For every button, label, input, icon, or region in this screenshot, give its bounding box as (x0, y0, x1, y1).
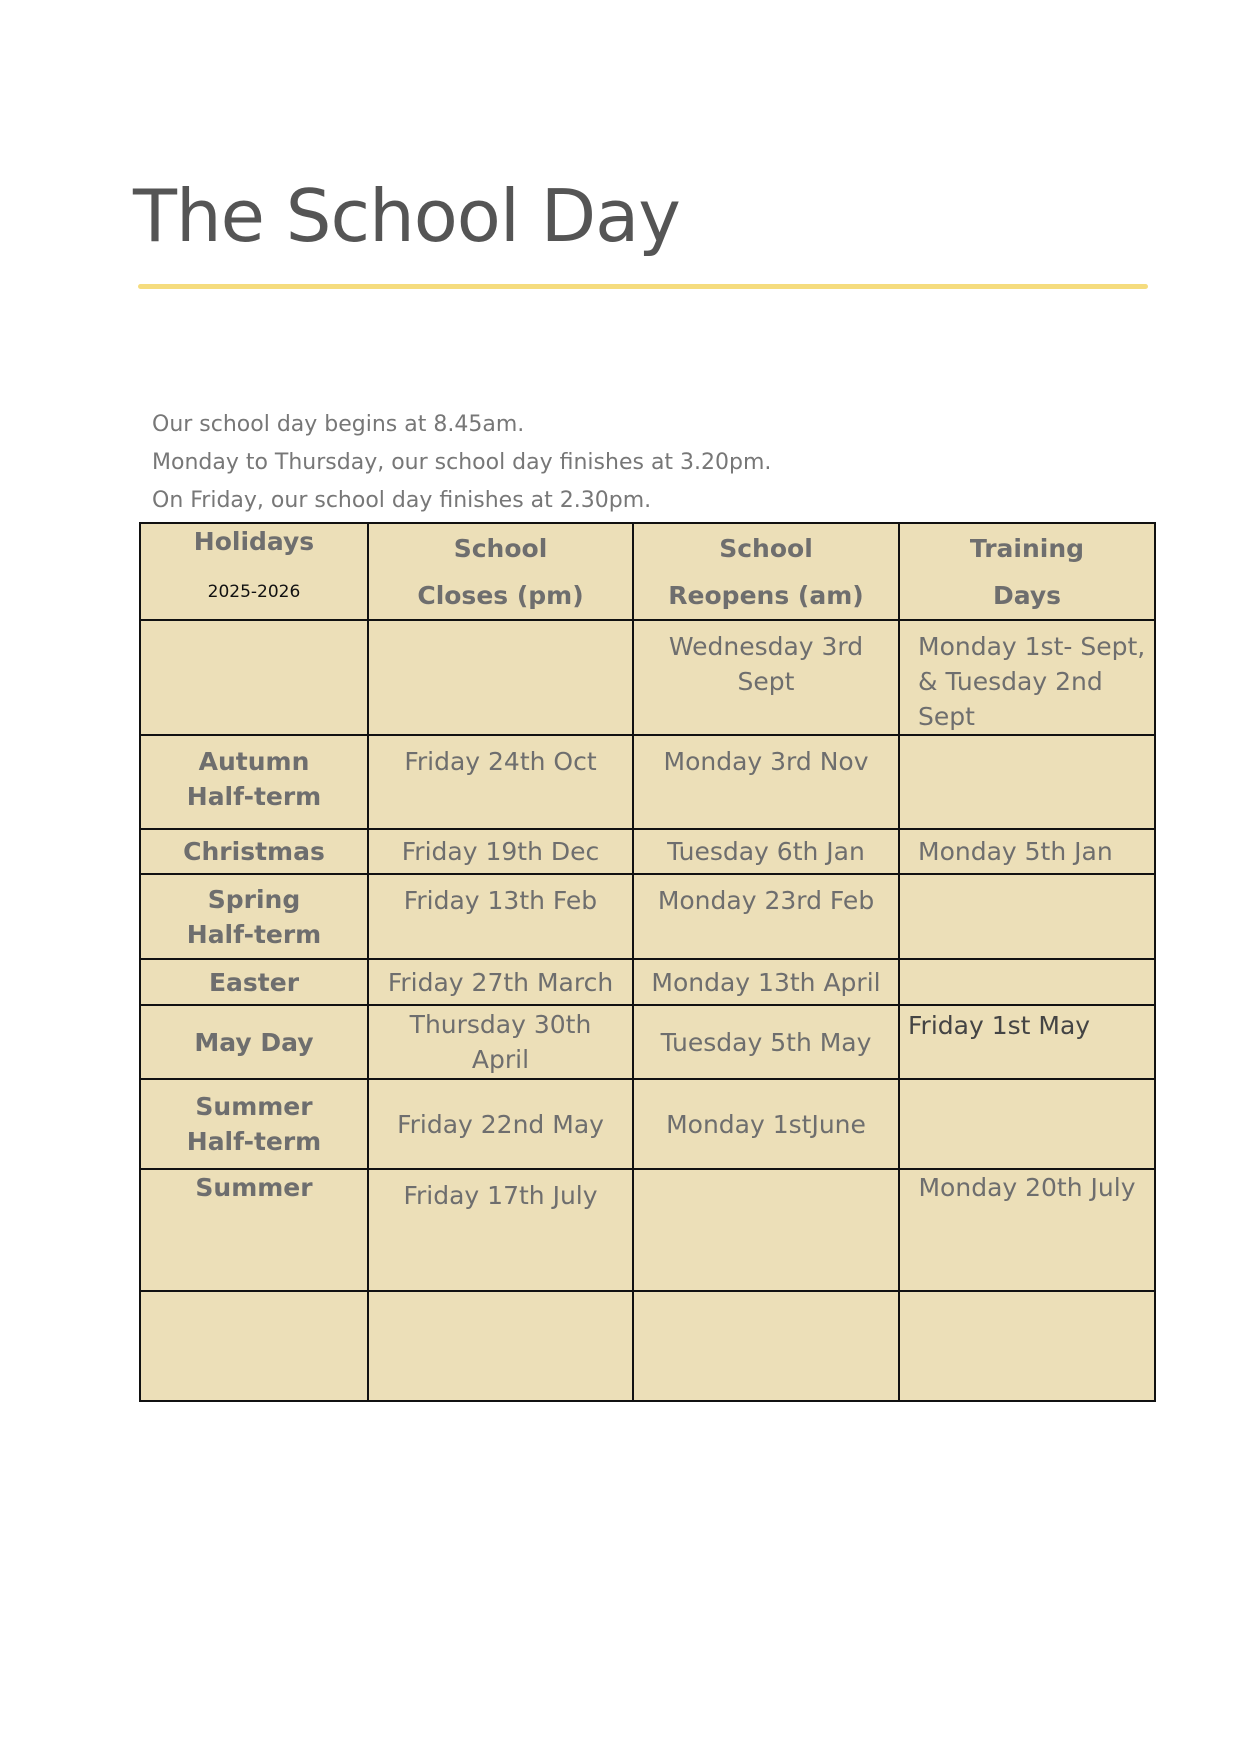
intro-line-start: Our school day begins at 8.45am. (152, 412, 525, 437)
header-training-line2: Days (992, 580, 1062, 610)
header-reopens-line1: School (719, 533, 813, 563)
closes-cell: Friday 17th July (368, 1169, 633, 1291)
table-row (140, 1079, 1155, 1169)
holiday-cell (140, 1079, 368, 1169)
header-school-reopens (633, 523, 899, 620)
reopens-cell: Monday 3rd Nov (633, 735, 899, 829)
closes-text: Thursday 30th April (409, 1010, 592, 1074)
holiday-cell: Christmas (140, 829, 368, 874)
closes-cell: Friday 24th Oct (368, 735, 633, 829)
holiday-cell (140, 735, 368, 829)
reopens-cell (633, 1291, 899, 1401)
holiday-dates-table (139, 522, 1156, 1402)
training-cell: Friday 1st May (899, 1005, 1155, 1079)
closes-cell (368, 1005, 633, 1079)
closes-cell: Friday 22nd May (368, 1079, 633, 1169)
reopens-cell: Tuesday 5th May (633, 1005, 899, 1079)
holiday-cell (140, 1291, 368, 1401)
header-training-line1: Training (969, 533, 1085, 563)
holiday-text: Summer Half-term (186, 1092, 322, 1156)
training-cell: Monday 5th Jan (899, 829, 1155, 874)
header-year: 2025-2026 (207, 582, 301, 602)
title-underline (138, 284, 1148, 289)
training-cell (899, 959, 1155, 1005)
reopens-text: Wednesday 3rd Sept (668, 632, 864, 696)
training-cell (899, 1079, 1155, 1169)
header-training-days (899, 523, 1155, 620)
intro-line-friday: On Friday, our school day finishes at 2.30pm. (152, 488, 652, 513)
table-row (140, 1169, 1155, 1291)
training-cell: Monday 1st- Sept, & Tuesday 2nd Sept (899, 620, 1155, 735)
holiday-text: Autumn Half-term (186, 747, 322, 811)
closes-cell: Friday 13th Feb (368, 874, 633, 959)
holiday-text: Spring Half-term (186, 884, 322, 949)
closes-cell (368, 620, 633, 735)
intro-line-mon-thu: Monday to Thursday, our school day finishes at 3.20pm. (152, 450, 772, 475)
table-row (140, 1291, 1155, 1401)
table-header-row (140, 523, 1155, 620)
page-title: The School Day (133, 174, 680, 258)
reopens-cell: Tuesday 6th Jan (633, 829, 899, 874)
holiday-cell (140, 620, 368, 735)
training-cell (899, 1291, 1155, 1401)
header-holidays (140, 523, 368, 620)
reopens-cell: Monday 1stJune (633, 1079, 899, 1169)
header-reopens-line2: Reopens (am) (668, 580, 864, 610)
closes-cell (368, 1291, 633, 1401)
table-row (140, 735, 1155, 829)
reopens-cell: Monday 23rd Feb (633, 874, 899, 959)
reopens-cell (633, 620, 899, 735)
reopens-cell: Monday 13th April (633, 959, 899, 1005)
header-closes-line1: School (453, 533, 548, 563)
holiday-cell: Summer (140, 1169, 368, 1291)
closes-cell: Friday 19th Dec (368, 829, 633, 874)
header-closes-line2: Closes (pm) (417, 580, 584, 610)
holiday-cell (140, 874, 368, 959)
header-school-closes (368, 523, 633, 620)
school-day-intro (152, 406, 771, 520)
reopens-cell (633, 1169, 899, 1291)
holiday-cell: Easter (140, 959, 368, 1005)
table-row (140, 874, 1155, 959)
closes-cell: Friday 27th March (368, 959, 633, 1005)
training-cell (899, 735, 1155, 829)
training-cell: Monday 20th July (899, 1169, 1155, 1291)
table-row (140, 1005, 1155, 1079)
holiday-cell: May Day (140, 1005, 368, 1079)
table-row (140, 829, 1155, 874)
training-cell (899, 874, 1155, 959)
header-holidays-label: Holidays (193, 527, 315, 556)
table-row (140, 959, 1155, 1005)
table-row (140, 620, 1155, 735)
